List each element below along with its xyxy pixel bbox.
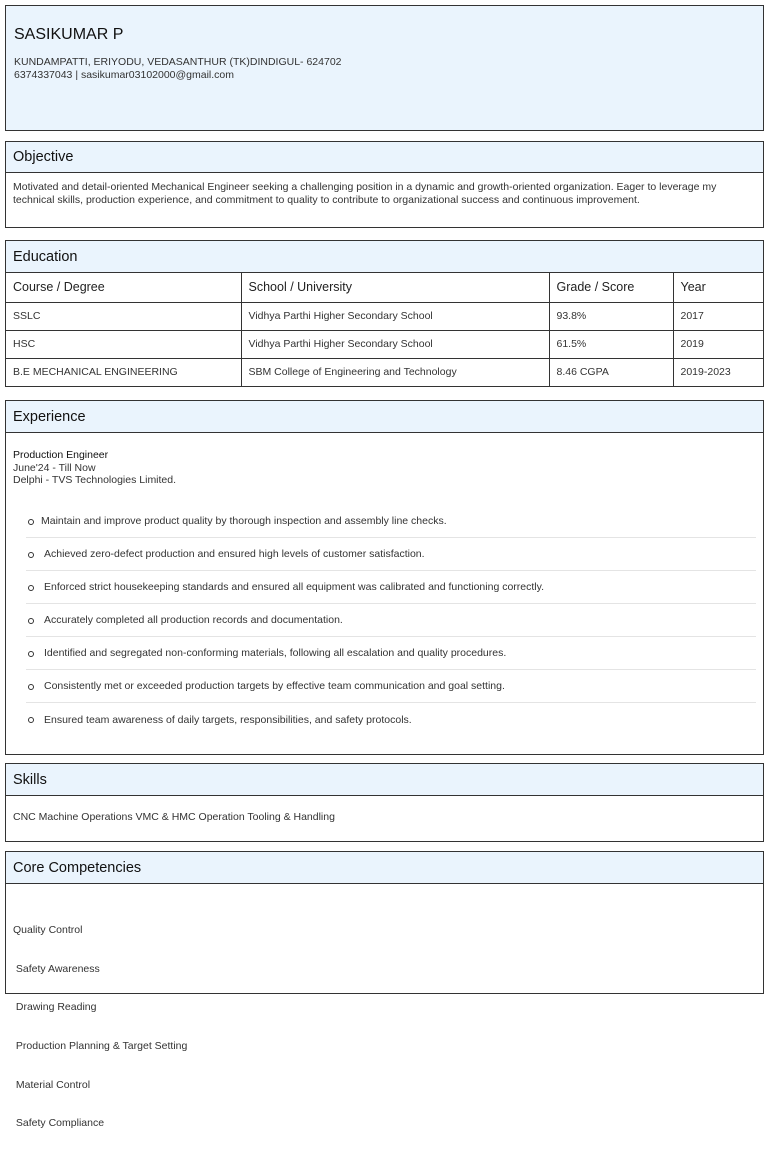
bullet-text: Ensured team awareness of daily targets, responsibilities, and safety protocols. <box>44 713 412 726</box>
table-cell: Vidhya Parthi Higher Secondary School <box>241 330 549 358</box>
objective-section <box>5 141 764 228</box>
skills-text: CNC Machine Operations VMC & HMC Operation Tooling & Handling <box>13 811 335 823</box>
bullet-icon <box>28 684 34 690</box>
experience-meta <box>13 449 176 487</box>
experience-bullet-list <box>26 505 756 736</box>
list-item <box>26 604 756 637</box>
list-item <box>26 505 756 538</box>
job-title: Production Engineer <box>13 449 109 461</box>
bullet-text: Consistently met or exceeded production targets by effective team communication and goal setting. <box>44 680 505 692</box>
skills-heading: Skills <box>6 764 763 796</box>
table-cell: 8.46 CGPA <box>549 358 673 386</box>
core-competencies-heading: Core Competencies <box>6 852 763 884</box>
table-cell: 93.8% <box>549 302 673 330</box>
core-competencies-section <box>5 851 764 1130</box>
bullet-icon <box>28 717 34 723</box>
bullet-icon <box>28 552 34 558</box>
competency-item: Material Control <box>13 1078 91 1091</box>
experience-section <box>5 400 764 755</box>
table-cell: 2017 <box>673 302 763 330</box>
job-company: Delphi - TVS Technologies Limited. <box>13 474 177 487</box>
table-cell: B.E MECHANICAL ENGINEERING <box>6 358 241 386</box>
education-heading: Education <box>6 241 763 273</box>
bullet-text: Identified and segregated non-conforming materials, following all escalation and quality procedures. <box>44 647 507 659</box>
bullet-icon <box>28 519 34 525</box>
list-item <box>26 538 756 571</box>
list-item <box>26 571 756 604</box>
list-item <box>26 637 756 670</box>
bullet-icon <box>28 618 34 624</box>
bullet-text: Enforced strict housekeeping standards and ensured all equipment was calibrated and functioning correctly. <box>44 581 545 593</box>
table-row <box>6 302 763 330</box>
bullet-icon <box>28 651 34 657</box>
education-section <box>5 240 764 387</box>
table-cell: SSLC <box>6 302 241 330</box>
competency-item: Safety Awareness <box>13 962 100 975</box>
competency-item: Production Planning & Target Setting <box>13 1039 188 1052</box>
skills-section <box>5 763 764 842</box>
competency-item: Safety Compliance <box>13 1117 105 1130</box>
candidate-contact: 6374337043 | sasikumar03102000@gmail.com <box>14 69 235 81</box>
table-header-row <box>6 273 763 302</box>
candidate-name: SASIKUMAR P <box>14 26 124 43</box>
list-item <box>26 670 756 703</box>
table-cell: 2019 <box>673 330 763 358</box>
table-cell: HSC <box>6 330 241 358</box>
bullet-icon <box>28 585 34 591</box>
column-header: Year <box>673 273 763 302</box>
experience-heading: Experience <box>6 401 763 433</box>
objective-heading: Objective <box>6 142 763 173</box>
competency-item: Quality Control <box>13 923 83 936</box>
table-row <box>6 330 763 358</box>
bullet-text: Accurately completed all production records and documentation. <box>44 614 343 626</box>
table-cell: 61.5% <box>549 330 673 358</box>
competency-item: Drawing Reading <box>13 1001 97 1014</box>
core-competencies-list <box>13 898 187 1156</box>
column-header: Grade / Score <box>549 273 673 302</box>
candidate-address: KUNDAMPATTI, ERIYODU, VEDASANTHUR (TK)DINDIGUL- 624702 <box>14 56 342 68</box>
job-period: June'24 - Till Now <box>13 461 96 474</box>
objective-text: Motivated and detail-oriented Mechanical Engineer seeking a challenging position in a dynamic and growth-oriented organization. Eager to leverage my technical skills, production experience, and commitment to quality to contribute to organizational success and continuous improvement. <box>13 181 717 206</box>
column-header: School / University <box>241 273 549 302</box>
table-cell: Vidhya Parthi Higher Secondary School <box>241 302 549 330</box>
table-cell: SBM College of Engineering and Technology <box>241 358 549 386</box>
bullet-text: Maintain and improve product quality by thorough inspection and assembly line checks. <box>41 515 447 527</box>
education-table <box>6 273 763 386</box>
column-header: Course / Degree <box>6 273 241 302</box>
table-row <box>6 358 763 386</box>
resume-header <box>5 5 764 131</box>
table-cell: 2019-2023 <box>680 366 731 379</box>
bullet-text: Achieved zero-defect production and ensured high levels of customer satisfaction. <box>44 548 425 560</box>
list-item <box>26 703 756 736</box>
